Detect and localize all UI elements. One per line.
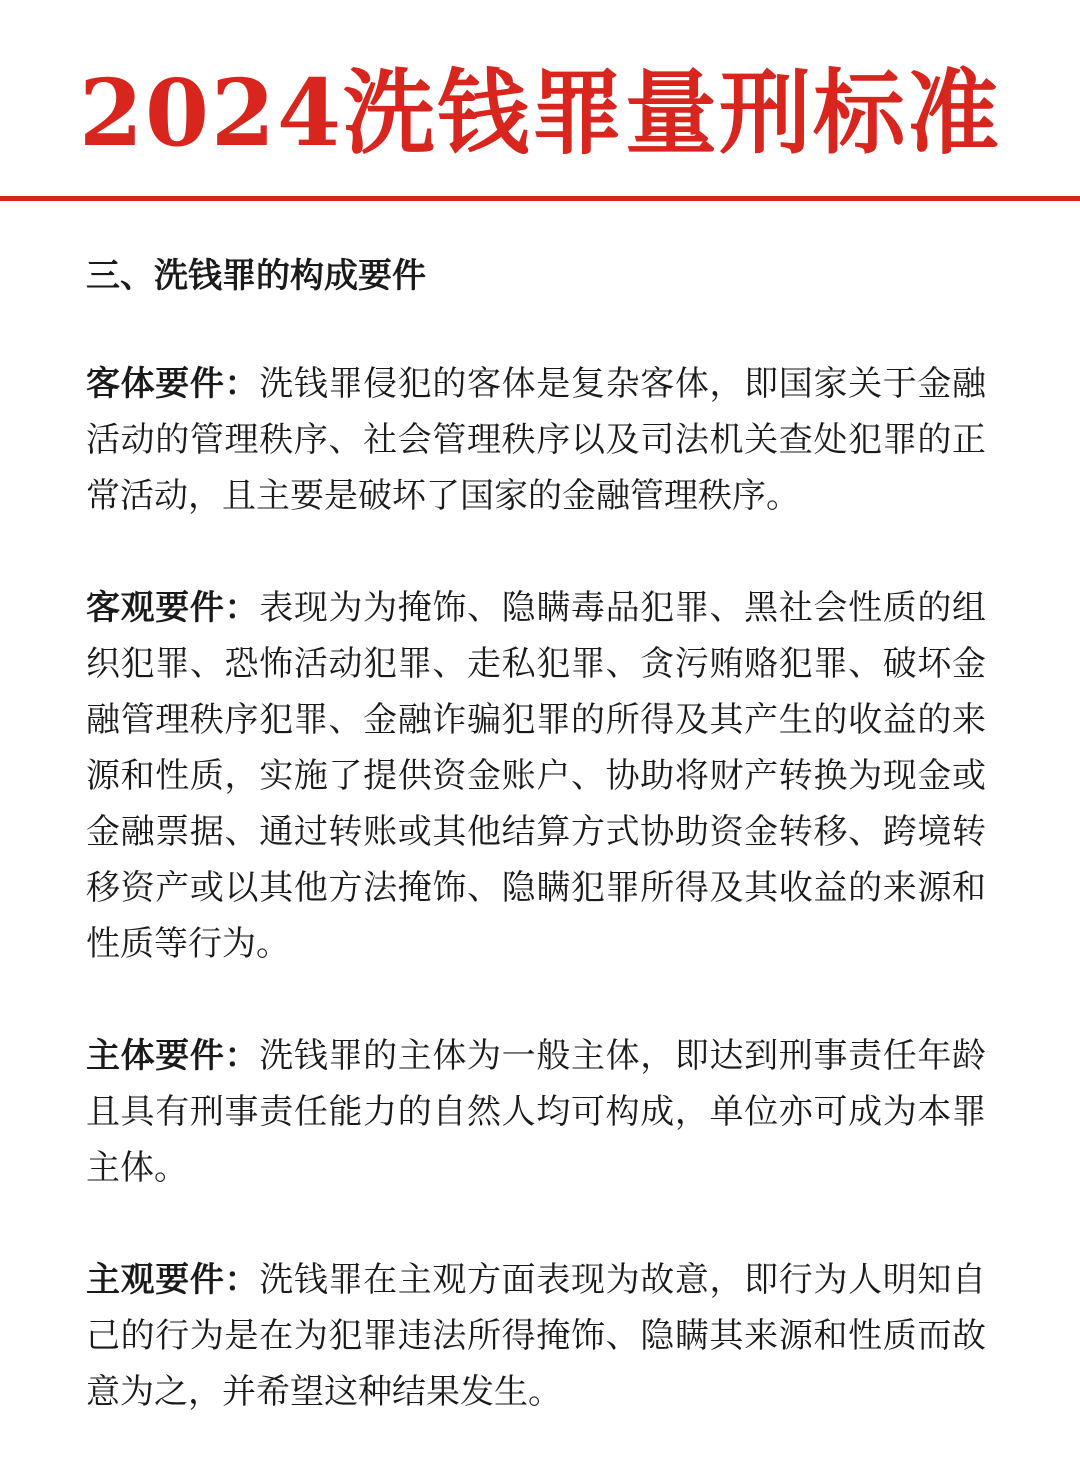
paragraph-subjective-element	[86, 1252, 986, 1420]
paragraph-lead: 客观要件：	[86, 588, 260, 628]
paragraph-lead: 主体要件：	[86, 1036, 260, 1076]
paragraph-object-element	[86, 356, 986, 524]
paragraph-text: 表现为为掩饰、隐瞒毒品犯罪、黑社会性质的组织犯罪、恐怖活动犯罪、走私犯罪、贪污贿赂犯罪、破坏金融管理秩序犯罪、金融诈骗犯罪的所得及其产生的收益的来源和性质，实施了提供资金账户、协助将财产转换为现金或金融票据、通过转账或其他结算方式协助资金转移、跨境转移资产或以其他方法掩饰、隐瞒犯罪所得及其收益的来源和性质等行为。	[86, 588, 987, 964]
paragraph-text: 洗钱罪的主体为一般主体，即达到刑事责任年龄且具有刑事责任能力的自然人均可构成，单位亦可成为本罪主体。	[86, 1036, 987, 1188]
page-title: 2024洗钱罪量刑标准	[78, 59, 1002, 167]
paragraph-text: 洗钱罪侵犯的客体是复杂客体，即国家关于金融活动的管理秩序、社会管理秩序以及司法机关查处犯罪的正常活动，且主要是破坏了国家的金融管理秩序。	[86, 364, 987, 516]
paragraph-text: 洗钱罪在主观方面表现为故意，即行为人明知自己的行为是在为犯罪违法所得掩饰、隐瞒其来源和性质而故意为之，并希望这种结果发生。	[86, 1260, 987, 1412]
article-body	[86, 248, 986, 1476]
section-heading: 三、洗钱罪的构成要件	[86, 256, 426, 296]
paragraph-objective-element	[86, 580, 986, 972]
paragraph-lead: 主观要件：	[86, 1260, 260, 1300]
paragraph-lead: 客体要件：	[86, 364, 260, 404]
paragraph-subject-element	[86, 1028, 986, 1196]
title-divider	[0, 196, 1080, 201]
